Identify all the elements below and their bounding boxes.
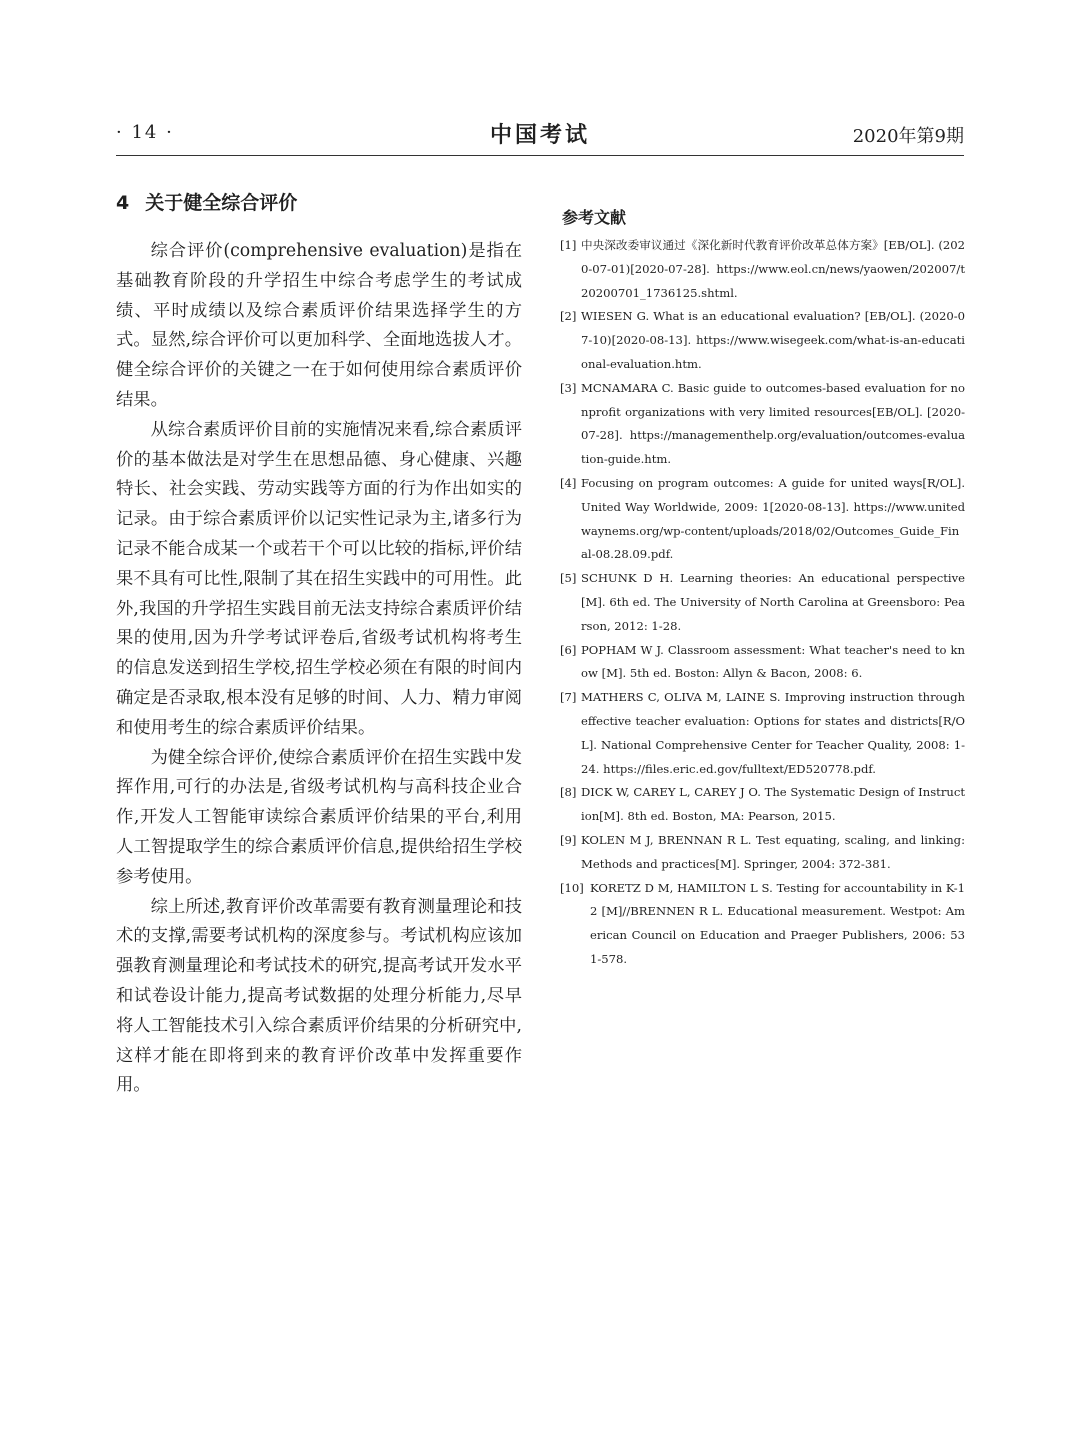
- reference-number: [9]: [560, 832, 577, 847]
- header-rule: [116, 155, 964, 156]
- references-title: 参考文献: [562, 208, 627, 227]
- reference-item: [560, 829, 965, 877]
- reference-text: 中央深改委审议通过《深化新时代教育评价改革总体方案》[EB/OL]. (2020-07-01)[2020-07-28]. https://www.eol.cn/news/yaowen/202007/t20200701_1736125.shtml.: [581, 238, 965, 300]
- reference-item: [560, 377, 965, 472]
- reference-number: [4]: [560, 475, 577, 490]
- reference-number: [6]: [560, 642, 577, 657]
- paragraph: 为健全综合评价,使综合素质评价在招生实践中发挥作用,可行的办法是,省级考试机构与高科技企业合作,开发人工智能审读综合素质评价结果的平台,利用人工智提取学生的综合素质评价信息,提供给招生学校参考使用。: [116, 747, 522, 887]
- page-header: [116, 118, 964, 154]
- reference-item: [560, 305, 965, 376]
- reference-text: MCNAMARA C. Basic guide to outcomes-based evaluation for nonprofit organizations with very limited resources[EB/OL]. [2020-07-28]. https://managementhelp.org/evaluation/outcomes-evaluation-guide.htm.: [581, 380, 965, 467]
- reference-item: [560, 472, 965, 567]
- reference-text: SCHUNK D H. Learning theories: An educational perspective[M]. 6th ed. The University of North Carolina at Greensboro: Pearson, 2012: 1-28.: [581, 571, 965, 633]
- issue-label: 2020年第9期: [852, 126, 964, 147]
- reference-item: [560, 567, 965, 638]
- journal-title: 中国考试: [489, 122, 590, 148]
- paragraph: 综上所述,教育评价改革需要有教育测量理论和技术的支撑,需要考试机构的深度参与。考试机构应该加强教育测量理论和考试技术的研究,提高考试开发水平和试卷设计能力,提高考试数据的处理分析能力,尽早将人工智能技术引入综合素质评价结果的分析研究中,这样才能在即将到来的教育评价改革中发挥重要作用。: [116, 896, 522, 1096]
- paragraph: 从综合素质评价目前的实施情况来看,综合素质评价的基本做法是对学生在思想品德、身心健康、兴趣特长、社会实践、劳动实践等方面的行为作出如实的记录。由于综合素质评价以记实性记录为主,诸多行为记录不能合成某一个或若干个可以比较的指标,评价结果不具有可比性,限制了其在招生实践中的可用性。此外,我国的升学招生实践目前无法支持综合素质评价结果的使用,因为升学考试评卷后,省级考试机构将考生的信息发送到招生学校,招生学校必须在有限的时间内确定是否录取,根本没有足够的时间、人力、精力审阅和使用考生的综合素质评价结果。: [116, 419, 522, 738]
- reference-item: [560, 234, 965, 305]
- reference-number: [5]: [560, 571, 577, 586]
- reference-text: WIESEN G. What is an educational evaluation? [EB/OL]. (2020-07-10)[2020-08-13]. https://www.wisegeek.com/what-is-an-educational-evaluation.htm.: [581, 309, 965, 371]
- section-number: 4: [116, 192, 130, 214]
- reference-text: Focusing on program outcomes: A guide for united ways[R/OL]. United Way Worldwide, 2009: 1[2020-08-13]. https://www.unitedwaynems.org/wp-content/uploads/2018/02/Outcomes_Guide_Final-08.28.09.pdf.: [581, 475, 965, 562]
- reference-number: [1]: [560, 238, 577, 252]
- reference-number: [7]: [560, 690, 577, 705]
- reference-number: [8]: [560, 785, 577, 800]
- reference-item: [560, 781, 965, 829]
- reference-text: KORETZ D M, HAMILTON L S. Testing for accountability in K-12 [M]//BRENNEN R L. Educational measurement. Westpot: American Council on Education and Praeger Publishers, 2006: 531-578.: [590, 880, 965, 966]
- reference-number: [10]: [560, 880, 584, 895]
- reference-item: [560, 686, 965, 781]
- reference-text: MATHERS C, OLIVA M, LAINE S. Improving instruction through effective teacher evaluation: Options for states and districts[R/OL]. National Comprehensive Center for Teacher Quality, 2008: 1-24. https://files.eric.ed.gov/fulltext/ED520778.pdf.: [581, 690, 965, 776]
- section-heading: [116, 188, 522, 215]
- reference-number: [3]: [560, 380, 577, 395]
- body-column: [116, 188, 522, 1101]
- reference-text: DICK W, CAREY L, CAREY J O. The Systematic Design of Instruction[M]. 8th ed. Boston, MA: Pearson, 2015.: [581, 785, 965, 824]
- paragraph: 综合评价(comprehensive evaluation)是指在基础教育阶段的升学招生中综合考虑学生的考试成绩、平时成绩以及综合素质评价结果选择学生的方式。显然,综合评价可以更加科学、全面地选拔人才。健全综合评价的关键之一在于如何使用综合素质评价结果。: [116, 241, 522, 410]
- section-title: 关于健全综合评价: [145, 192, 298, 214]
- references-column: [560, 205, 965, 972]
- reference-item: [560, 639, 965, 687]
- page-number: · 14 ·: [116, 122, 174, 143]
- reference-text: KOLEN M J, BRENNAN R L. Test equating, scaling, and linking: Methods and practices[M]. Springer, 2004: 372-381.: [581, 832, 965, 871]
- reference-number: [2]: [560, 309, 577, 324]
- reference-text: POPHAM W J. Classroom assessment: What teacher's need to know [M]. 5th ed. Boston: Allyn & Bacon, 2008: 6.: [581, 642, 965, 681]
- reference-list: [560, 234, 965, 972]
- reference-item: [560, 877, 965, 972]
